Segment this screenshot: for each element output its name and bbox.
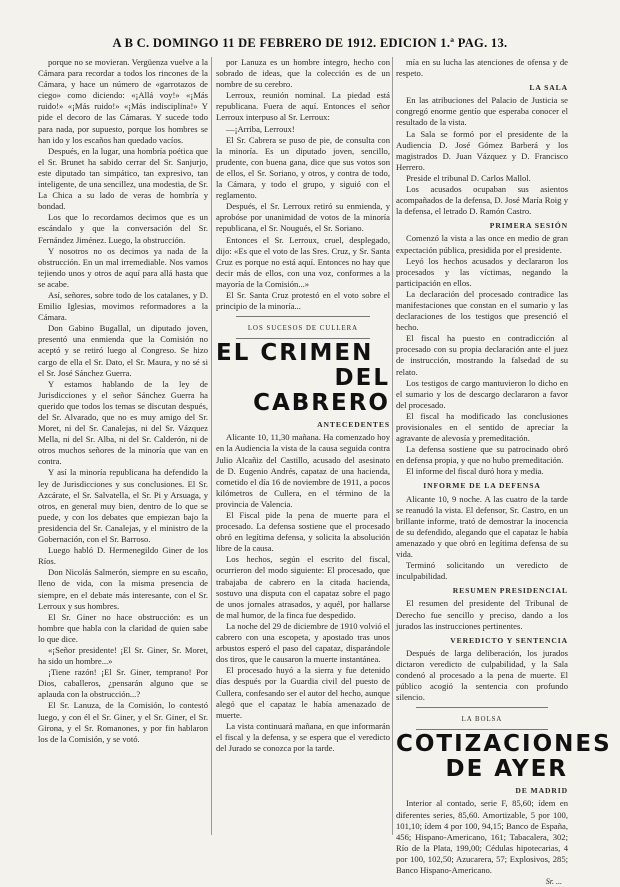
paragraph: Comenzó la vista a las once en medio de gran expectación pública, presidida por el presidente.	[396, 233, 568, 255]
column-1	[38, 57, 208, 835]
section-heading: VEREDICTO Y SENTENCIA	[450, 635, 568, 645]
paragraph: Don Nicolás Salmerón, siempre en su escaño, lleno de vida, con la misma presencia de siempre, en el debate más interesante, con el Sr. Lerroux y sus hombres.	[38, 567, 208, 611]
paragraph: Preside el tribunal D. Carlos Mallol.	[406, 172, 531, 183]
paragraph: Los acusados ocupaban sus asientos acompañados de la defensa, D. José María Roig y la defensa, el letrado D. Ramón Castro.	[396, 184, 568, 217]
paragraph: Y estamos hablando de la ley de Jurisdicciones y el señor Sánchez Guerra ha querido que todos los temas se discutan después, del Sr. Alvarado, que no es muy amigo del Sr. Moret, ni del Sr. Canalejas, ni del Sr. Vázquez Mella, ni del Sr. Alba, ni del Sr. Calderón, ni de otros muchos señores de la minoría que van en contra.	[38, 378, 208, 467]
article-kicker: LA BOLSA	[461, 716, 503, 724]
paragraph: Alicante 10, 9 noche. A las cuatro de la tarde se reanudó la vista. El defensor, Sr. Castro, en un brillante informe, trató de demostrar la inocencia de su defendido, alegando que el capataz le había amenazado y que obró en legítima defensa de su vida.	[396, 493, 568, 560]
paragraph: La defensa sostiene que su patrocinado obró en defensa propia, y que no hubo premeditación.	[396, 444, 568, 466]
paragraph: Interior al contado, serie F, 85,60; ídem en diferentes series, 85,60. Amortizable, 5 por 100, 101,10; ídem 4 por 100, 94,15; Banco de España, 456; Hispano-Americano, 161; Tabacalera, 302; Río de la Plata, 199,00; Cédulas hipotecarias, 4 por 100, 102,50; Azucarera, 57; Explosivos, 285; Banco Hispano-Americano.	[396, 798, 568, 875]
paragraph: El Sr. Lanuza, de la Comisión, lo contestó luego, y con él el Sr. Giner, y el Sr. Giner, el Sr. Girona, y el Sr. Romanones, y por fin hablaron los de la Comisión, y se votó.	[38, 700, 208, 744]
page-header: A B C. DOMINGO 11 DE FEBRERO DE 1912. EDICION 1.ª PAG. 13.	[112, 36, 508, 50]
paragraph: Los testigos de cargo mantuvieron lo dicho en el sumario y los de descargo declararon a favor del procesado.	[396, 377, 568, 410]
section-heading: LA SALA	[529, 83, 568, 93]
paragraph: Don Gabino Bugallal, un diputado joven, presentó una enmienda que la Comisión no aceptó y se retiró luego al Congreso. Se hizo cargo de ella el Sr. Dato, el Sr. Maura, y no sé si el Sr. José Sánchez Guerra.	[38, 323, 208, 378]
paragraph: por Lanuza es un hombre íntegro, hecho con sobrado de ideas, que la colección es de un nombre de su cerebro.	[216, 57, 390, 90]
paragraph: La noche del 29 de diciembre de 1910 volvió el cabrero con una escopeta, y apostado tras unos arbustos esperó el paso del capataz, disparándole dos tiros, que le causaron la muerte instantánea.	[216, 620, 390, 665]
paragraph: Alicante 10, 11,30 mañana. Ha comenzado hoy en la Audiencia la vista de la causa seguida contra Julio Alcañiz del Castillo, acusado del asesinato de D. Eugenio Andrés, capataz de una hacienda, cometido el día 16 de noviembre de 1911, a pocos kilómetros de Cullera, en el término de la provincia de Valencia.	[216, 432, 390, 509]
paragraph: El Sr. Cabrera se puso de pie, de consulta con la minoría. Es un diputado joven, sencillo, prudente, con buena gana, dice que sus votos son de ellos, el Sr. Soriano, y otros, y contra de todo, la Cámara, y todo el grupo, y siguió con el reglamento.	[216, 134, 390, 201]
paragraph: mía en su lucha las atenciones de ofensa y de respeto.	[396, 57, 568, 79]
column-3	[396, 57, 612, 887]
paragraph: El Sr. Santa Cruz protestó en el voto sobre el principio de la minoría...	[216, 289, 390, 312]
column-rule	[392, 57, 393, 835]
section-heading: RESUMEN PRESIDENCIAL	[452, 586, 568, 596]
headline-line-1: COTIZACIONES	[396, 731, 612, 758]
paragraph: La declaración del procesado contradice las manifestaciones que constan en el sumario y las declaraciones de los testigos que presenció el hecho.	[396, 288, 568, 333]
paragraph: Después, el Sr. Lerroux retiró su enmienda, y aprobóse por unanimidad de votos de la minoría republicana, el Sr. Nougués, el Sr. Soriano.	[216, 201, 390, 234]
section-divider	[236, 316, 370, 317]
paragraph: Así, señores, sobre todo de los catalanes, y D. Emilio Iglesias, movimos reformadores a la Cámara.	[38, 289, 208, 323]
paragraph: Los que lo recordamos decimos que es un escándalo y que la conversación del Sr. Fernández Jiménez. Luego, la obstrucción.	[38, 212, 208, 245]
paragraph: El Sr. Giner no hace obstrucción: es un hombre que habla con la claridad de quien sabe lo que dice.	[38, 611, 208, 644]
paragraph: El resumen del presidente del Tribunal de Derecho fue sencillo y preciso, dando a los jurados las instrucciones pertinentes.	[396, 598, 568, 631]
paragraph: Y así la minoría republicana ha defendido la ley de Jurisdicciones y sus conclusiones. El Sr. Azcárate, el Sr. Salvatella, el Sr. Pi y Arsuaga, y otros, en general muy bien, dentro de lo que se puede, y con los debates que empiezan bajo la presidencia del Sr. Canalejas, y el ministro de la Gobernación, con el Sr. Barroso.	[38, 467, 208, 545]
headline-line-2: DEL CABRERO	[253, 365, 390, 417]
section-heading: PRIMERA SESIÓN	[489, 221, 568, 231]
paragraph: Lerroux, reunión nominal. La piedad está republicana. Fuera de aquí. Entonces el señor Lerroux interpuso al Sr. Lerroux:	[216, 90, 390, 123]
signature: Sr. ...	[545, 877, 562, 887]
paragraph: Después, en la lugar, una hombría poética que el Sr. Brunet ha sabido cerrar del Sr. Sanjurjo, este diputado tan simpático, tan expresivo, tan inteligente, de una sencillez, una modestia, de Sr. La Chica a su lado de veras de hombría y bondad.	[38, 145, 208, 212]
headline-line-1: EL CRIMEN	[216, 340, 374, 367]
section-divider	[236, 338, 370, 339]
paragraph: porque no se movieran. Vergüenza vuelve a la Cámara para recordar a todos los rincones de la Cámara, y hace un número de «garrotazos de ciego» como diciendo: «¡Allá voy!» «¡Más ruido!» «¡Más ruido!» «¡Más indisciplina!» Y pide el decoro de las Cámaras. Y sucede todo para nada, por supuesto, porque los hombres se han ido y los escaños han quedado vacíos.	[38, 57, 208, 145]
paragraph: El procesado huyó a la sierra y fue detenido días después por la Guardia civil del puesto de Cullera, confesando ser el autor del hecho, aunque alegó que el capataz le había amenazado de muerte.	[216, 665, 390, 720]
paragraph: Luego habló D. Hermenegildo Giner de los Ríos.	[38, 545, 208, 567]
column-rule	[211, 57, 212, 835]
paragraph: Después de larga deliberación, los jurados dictaron veredicto de culpabilidad, y la Sala condenó al procesado a la pena de muerte. El público acogió la sentencia con profundo silencio.	[396, 647, 568, 703]
article-subhead: DE MADRID	[515, 786, 568, 796]
paragraph: Terminó solicitando un veredicto de inculpabilidad.	[396, 560, 568, 582]
section-heading: INFORME DE LA DEFENSA	[423, 481, 541, 491]
paragraph: En las atribuciones del Palacio de Justicia se congregó enorme gentío que esperaba conocer el resultado de la vista.	[396, 95, 568, 128]
paragraph: «¡Señor presidente! ¡El Sr. Giner, Sr. Moret, ha sido un hombre...»	[38, 644, 208, 667]
paragraph: —¡Arriba, Lerroux!	[226, 123, 295, 134]
paragraph: Entonces el Sr. Lerroux, cruel, desplegado, dijo: «Es que el voto de las Sres. Cruz, y Sr. Santa Cruz es porque no está aquí. Entonces no hay que decir más de ellos, con una voz, conformes a la mayoría de la Comisión...»	[216, 234, 390, 289]
paragraph: El Fiscal pide la pena de muerte para el procesado. La defensa sostiene que el procesado obró en legítima defensa, y solicita la absolución libre de la causa.	[216, 510, 390, 554]
paragraph: El fiscal ha puesto en contradicción al procesado con su propia declaración ante el juez de instrucción, mostrando la falsedad de su relato.	[396, 333, 568, 377]
paragraph: Los hechos, según el escrito del fiscal, ocurrieron del modo siguiente: El procesado, que trabajaba de cabrero en la citada hacienda, sostuvo una disputa con el capataz sobre el pago de unos jornales atrasados, y aquél, por hallarse de mal humor, de la finca fue despedido.	[216, 554, 390, 620]
article-kicker: LOS SUCESOS DE CULLERA	[247, 325, 359, 333]
paragraph: El fiscal ha modificado las conclusiones provisionales en el sentido de apreciar la agravante de alevosía y premeditación.	[396, 410, 568, 444]
section-divider	[416, 707, 548, 708]
paragraph: La vista continuará mañana, en que informarán el fiscal y la defensa, y se espera que el veredicto del Jurado se conozca por la tarde.	[216, 720, 390, 753]
article-subhead: ANTECEDENTES	[317, 420, 390, 430]
column-2	[216, 57, 390, 835]
paragraph: Y nosotros no os decimos ya nada de la obstrucción. En un mal irremediable. Nos vamos tejiendo unos y otros de aquí para allá hasta que se acabe.	[38, 245, 208, 289]
paragraph: Leyó los hechos acusados y declararon los procesados y las víctimas, negando la participación en ellos.	[396, 255, 568, 288]
paragraph: La Sala se formó por el presidente de la Audiencia D. José Gómez Barberá y los magistrados D. Juan Vázquez y D. Francisco Herrero.	[396, 128, 568, 172]
section-divider	[416, 729, 548, 730]
paragraph: ¡Tiene razón! ¡El Sr. Giner, temprano! Por Dios, caballeros, ¿pensarán alguno que se aplauda con la obstrucción...?	[38, 667, 208, 700]
headline-line-2: DE AYER	[445, 756, 568, 783]
paragraph: El informe del fiscal duró hora y media.	[406, 466, 544, 477]
